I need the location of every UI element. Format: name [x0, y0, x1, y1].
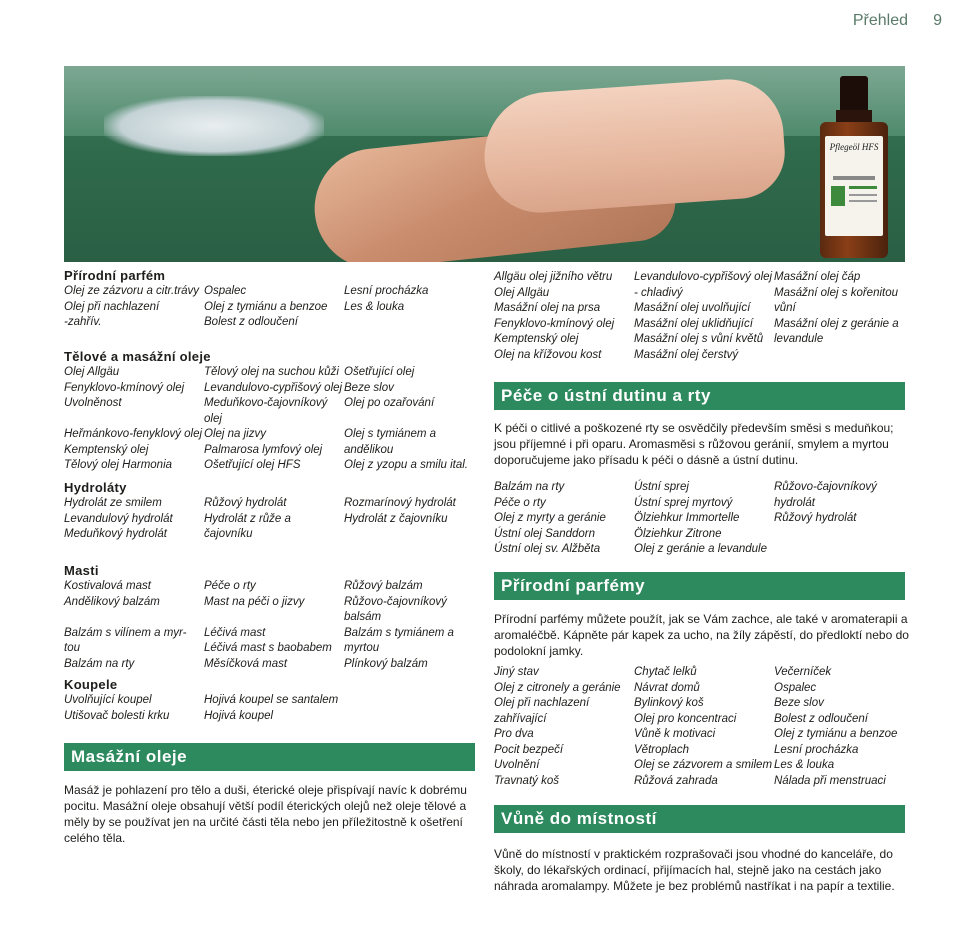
list-row: [494, 317, 914, 333]
list-item: [774, 542, 914, 558]
list-item: Hydrolát z čajovníku: [344, 512, 448, 525]
list-item: Hojivá koupel se santalem: [204, 694, 339, 706]
label-line: [833, 176, 875, 180]
list-item: Rozmarínový hydrolát: [344, 497, 456, 509]
banner-pece-usta: Péče o ústní dutinu a rty: [494, 382, 905, 410]
section-title: Koupele: [64, 677, 118, 692]
list-row: [64, 641, 484, 657]
list-row: [494, 542, 914, 558]
list-item: Olej z geránie a levandule: [634, 543, 767, 555]
list-item: Návrat domů: [634, 681, 700, 694]
photo-towel: [104, 96, 324, 156]
list-item: Travnatý koš: [494, 774, 559, 787]
list-row: [64, 693, 484, 709]
list-row: [494, 696, 914, 712]
list-item: Ospalec: [204, 285, 247, 297]
label-line: [849, 194, 877, 196]
list-item: Péče o rty: [494, 496, 546, 509]
banner-masazni-oleje: Masážní oleje: [64, 743, 475, 771]
list-item: Fenyklovo-kmínový olej: [64, 381, 185, 394]
list-row: [64, 626, 484, 642]
label-line: [849, 186, 877, 189]
list-item: myrtou: [344, 642, 380, 654]
list-item: Ölziehkur Immortelle: [634, 512, 740, 524]
paragraph-masazni-oleje: Masáž je pohlazení pro tělo a duši, éterické oleje přispívají navíc k dobrému pocitu. Masážní oleje obsahují větší podíl éterických olejů než oleje tělové a měly by se používat jen na určité části těla nebo jen příležitostně k ošetření celého těla.: [64, 783, 467, 845]
list-item: Olej na křížovou kost: [494, 348, 602, 361]
list-item: Beze slov: [774, 697, 824, 709]
list-item: tou: [64, 642, 80, 654]
list-item: Masážní olej čáp: [774, 271, 861, 283]
list-item: Masážní olej na prsa: [494, 302, 601, 314]
list-item: [344, 527, 484, 543]
section-title: Masti: [64, 563, 99, 578]
item-list: [64, 693, 484, 724]
list-item: Balzám na rty: [64, 657, 135, 670]
list-item: Heřmánkovo-fenyklový olej: [64, 428, 203, 440]
list-item: Levandulový hydrolát: [64, 512, 173, 525]
list-row: [494, 496, 914, 512]
section-title: Tělové a masážní oleje: [64, 349, 211, 364]
list-item: Ospalec: [774, 681, 817, 694]
list-row: [64, 300, 484, 316]
list-row: [494, 681, 914, 697]
list-row: [64, 595, 484, 626]
list-item: -zahřív.: [64, 316, 102, 328]
list-item: [774, 527, 914, 543]
list-item: Tělový olej na suchou kůži: [204, 366, 339, 378]
list-row: [494, 758, 914, 774]
list-row: [494, 774, 914, 790]
section-telove-oleje: [64, 349, 484, 474]
list-item: Růžovo-čajovníkový balsám: [344, 595, 447, 623]
list-row: [494, 511, 914, 527]
list-item: Masážní olej z geránie a: [774, 317, 899, 330]
bottle-cap: [840, 76, 868, 112]
list-item: Ústní olej Sanddorn: [494, 527, 596, 540]
list-item: Ošetřující olej HFS: [204, 459, 301, 471]
list-item: Utišovač bolesti krku: [64, 709, 170, 722]
list-item: Les & louka: [344, 300, 405, 313]
section-title: Přírodní parfém: [64, 268, 166, 283]
list-row: [494, 286, 914, 302]
list-item: Růžovo-čajovníkový: [774, 481, 877, 493]
item-list: [64, 284, 484, 331]
list-item: Pocit bezpečí: [494, 743, 564, 756]
list-item: Chytač lelků: [634, 666, 697, 678]
list-item: Růžový balzám: [344, 580, 423, 592]
photo-young-hand: [480, 76, 788, 217]
item-list: [494, 480, 914, 558]
list-row: [64, 512, 484, 528]
list-item: Olej z tymiánu a benzoe: [204, 300, 328, 313]
list-item: Olej ze zázvoru a citr.trávy: [64, 285, 200, 297]
list-item: Bolest z odloučení: [774, 712, 868, 725]
item-list: [494, 665, 914, 789]
list-item: Hojivá koupel: [204, 709, 274, 722]
list-row: [494, 727, 914, 743]
item-list: [64, 496, 484, 543]
list-item: Beze slov: [344, 381, 394, 394]
list-item: Kemptenský olej: [494, 333, 579, 345]
list-item: Lesní procházka: [774, 743, 859, 756]
section-parfemy-list: [494, 665, 914, 789]
list-item: Balzám na rty: [494, 481, 565, 493]
list-item: zahřívající: [494, 712, 547, 725]
bottle-label: [825, 136, 883, 236]
list-row: [64, 527, 484, 543]
section-hydrolaty: [64, 480, 484, 543]
list-item: Růžový hydrolát: [774, 512, 857, 524]
list-item: Palmarosa lymfový olej: [204, 443, 323, 456]
list-item: Masážní olej s vůní květů: [634, 333, 764, 345]
list-item: Léčivá mast: [204, 626, 266, 639]
list-row: [494, 332, 914, 348]
paragraph-vune: Vůně do místností v praktickém rozprašovači jsou vhodné do kanceláře, do školy, do lékařských ordinací, přijímacích hal, stejně jako na cestách jako náhrada aromalampy. Můžete je bez problémů nastříkat i na papír a textilie.: [494, 847, 895, 893]
list-item: Olej pro koncentraci: [634, 712, 737, 725]
list-item: Mast na péči o jizvy: [204, 595, 305, 608]
list-row: [64, 365, 484, 381]
list-row: [64, 458, 484, 474]
list-item: Olej při nachlazení: [494, 697, 590, 709]
list-item: Pro dva: [494, 728, 534, 740]
list-item: Olej Allgäu: [64, 366, 120, 378]
list-row: [64, 427, 484, 443]
list-item: [344, 315, 484, 331]
section-masaz-list: [494, 270, 914, 363]
list-item: Plínkový balzám: [344, 657, 428, 670]
list-item: Olej na jizvy: [204, 428, 266, 440]
hero-photo: [64, 66, 905, 262]
list-item: Vůně k motivaci: [634, 728, 716, 740]
list-item: Léčivá mast s baobabem: [204, 642, 332, 654]
list-item: Růžová zahrada: [634, 774, 718, 787]
list-item: Měsíčková mast: [204, 657, 288, 670]
list-item: [774, 348, 914, 364]
list-item: čajovníku: [204, 528, 253, 540]
list-item: Ústní olej sv. Alžběta: [494, 543, 601, 555]
label-line: [849, 200, 877, 202]
page-header: [852, 12, 942, 30]
list-item: Ústní sprej myrtový: [634, 496, 733, 509]
list-row: [494, 270, 914, 286]
list-item: Andělikový balzám: [64, 595, 160, 608]
list-row: [64, 443, 484, 459]
list-row: [494, 712, 914, 728]
list-item: Masážní olej čerstvý: [634, 348, 739, 361]
list-row: [64, 315, 484, 331]
list-item: Uvolněnost: [64, 397, 122, 409]
list-row: [64, 284, 484, 300]
list-item: Bolest z odloučení: [204, 316, 298, 328]
section-koupele: [64, 677, 484, 724]
item-list: [64, 579, 484, 672]
list-item: Hydrolát z růže a: [204, 512, 291, 525]
list-item: Kostivalová mast: [64, 580, 151, 592]
list-row: [64, 579, 484, 595]
list-item: [344, 693, 484, 709]
list-item: Balzám s tymiánem a: [344, 626, 454, 639]
label-logo: [831, 186, 845, 206]
list-item: Olej s tymiánem a: [344, 428, 437, 440]
list-item: Olej z myrty a geránie: [494, 512, 606, 524]
list-item: Růžový hydrolát: [204, 497, 287, 509]
list-item: Olej Allgäu: [494, 286, 550, 299]
list-item: Balzám s vilínem a myr-: [64, 626, 187, 639]
list-row: [64, 496, 484, 512]
list-item: Péče o rty: [204, 580, 256, 592]
list-item: Olej z citronely a geránie: [494, 681, 621, 694]
list-row: [494, 665, 914, 681]
list-item: Olej z yzopu a smilu ital.: [344, 459, 468, 471]
header-title: Přehled: [852, 12, 908, 29]
list-row: [494, 743, 914, 759]
list-item: Masážní olej uklidňující: [634, 317, 753, 330]
list-item: Olej po ozařování: [344, 397, 435, 409]
list-item: Nálada při menstruaci: [774, 774, 886, 787]
list-item: Fenyklovo-kmínový olej: [494, 317, 615, 330]
list-item: Tělový olej Harmonia: [64, 459, 173, 471]
section-pece-usta-list: [494, 480, 914, 558]
list-item: Olej se zázvorem a smilem: [634, 759, 773, 771]
section-prirodni-parfem: [64, 268, 484, 331]
list-item: Allgäu olej jižního větru: [494, 271, 613, 283]
list-item: Olej při nachlazení: [64, 300, 160, 313]
banner-prirodni-parfemy: Přírodní parfémy: [494, 572, 905, 600]
list-row: [494, 480, 914, 496]
list-item: Hydrolát ze smilem: [64, 497, 162, 509]
list-item: Jiný stav: [494, 666, 539, 678]
list-item: vůní: [774, 302, 796, 314]
list-item: Lesní procházka: [344, 285, 429, 297]
bottle-label-text: Pflegeöl HFS: [829, 142, 879, 152]
item-list: [64, 365, 484, 474]
list-row: [494, 527, 914, 543]
list-item: - chladivý: [634, 286, 683, 299]
list-row: [494, 301, 914, 317]
item-list: [494, 270, 914, 363]
list-item: Ölziehkur Zitrone: [634, 527, 722, 540]
list-item: Večerníček: [774, 666, 832, 678]
list-item: hydrolát: [774, 496, 815, 509]
list-item: Bylinkový koš: [634, 697, 704, 709]
list-item: Meduňkový hydrolát: [64, 528, 167, 540]
list-item: levandule: [774, 333, 824, 345]
section-title: Hydroláty: [64, 480, 127, 495]
oil-bottle-image: [820, 76, 888, 260]
list-row: [64, 709, 484, 725]
list-item: Uvolnění: [494, 759, 540, 771]
list-item: Masážní olej s kořenitou: [774, 286, 899, 299]
list-item: Levandulovo-cypřišový olej: [634, 271, 773, 283]
list-item: Olej z tymiánu a benzoe: [774, 728, 898, 740]
list-row: [64, 381, 484, 397]
list-row: [64, 657, 484, 673]
page-number: 9: [933, 12, 942, 29]
banner-vune: Vůně do místností: [494, 805, 905, 833]
list-item: Meduňkovo-čajovníkový olej: [204, 397, 328, 425]
list-item: [344, 709, 484, 725]
list-item: andělikou: [344, 443, 394, 456]
list-row: [64, 396, 484, 427]
list-row: [494, 348, 914, 364]
list-item: Uvolňující koupel: [64, 694, 152, 706]
list-item: Kemptenský olej: [64, 443, 149, 456]
list-item: Ústní sprej: [634, 481, 689, 493]
list-item: Masážní olej uvolňující: [634, 302, 751, 314]
paragraph-pece-usta: K péči o citlivé a poškozené rty se osvědčily především směsi s meduňkou; jsou příjemné i při oparu. Aromasměsi s růžovou geránií, smylem a myrtou doporučujeme jako přísadu k péči o dásně a ústní dutinu.: [494, 421, 894, 467]
section-masti: [64, 563, 484, 672]
list-item: Ošetřující olej: [344, 366, 415, 378]
list-item: Levandulovo-cypřišový olej: [204, 381, 343, 394]
paragraph-prirodni-parfemy: Přírodní parfémy můžete použít, jak se Vám zachce, ale také v aromaterapii a aromaléčbě. Kápněte pár kapek za ucho, na žíly zápěstí, do předloktí nebo do podolokní jamky.: [494, 612, 909, 658]
list-item: Les & louka: [774, 759, 835, 771]
list-item: Větroplach: [634, 743, 689, 756]
